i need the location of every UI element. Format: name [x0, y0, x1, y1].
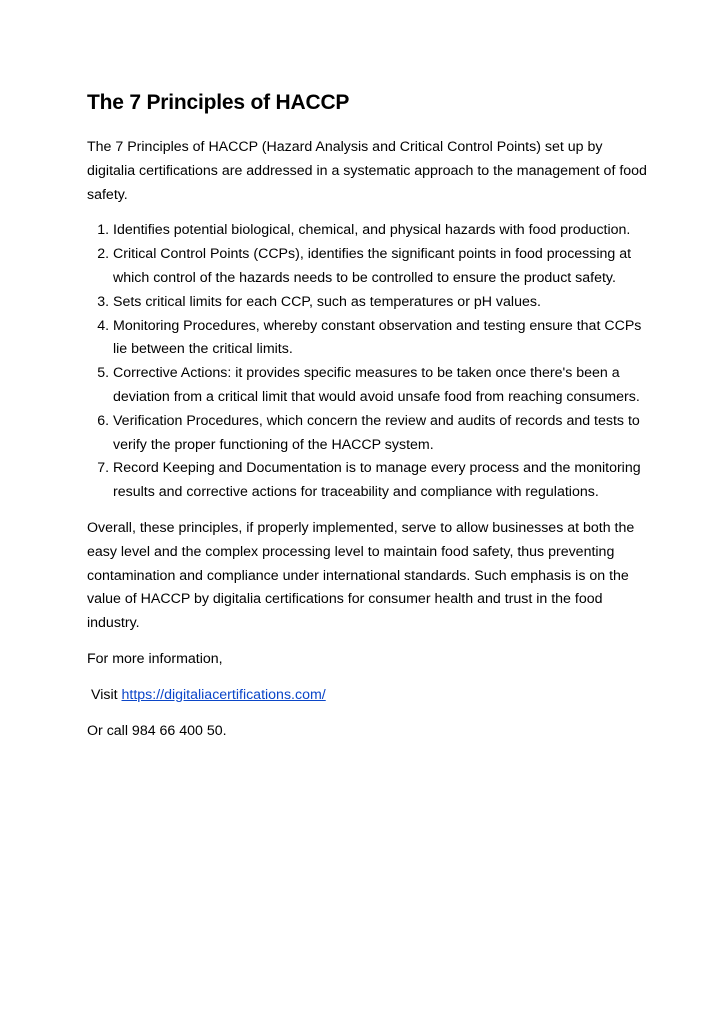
visit-line: [87, 684, 647, 708]
more-info-text: For more information,: [87, 650, 223, 667]
summary-paragraph: Overall, these principles, if properly implemented, serve to allow businesses at both the easy level and the complex processing level to maintain food safety, thus preventing contamination and compliance under international standards. Such emphasis is on the value of HACCP by digitalia certifications for consumer health and trust in the food industry.: [87, 519, 635, 632]
visit-label: Visit: [91, 686, 118, 703]
list-item: 6. Verification Procedures, which concern the review and audits of records and tests to verify the proper functioning of the HACCP system.: [113, 410, 647, 458]
document-title: The 7 Principles of HACCP: [87, 91, 350, 114]
list-item: 3. Sets critical limits for each CCP, such as temperatures or pH values.: [113, 291, 647, 315]
call-text: Or call 984 66 400 50.: [87, 722, 227, 739]
principles-list: [87, 219, 647, 505]
list-item: 5. Corrective Actions: it provides specific measures to be taken once there's been a deviation from a critical limit that would avoid unsafe food from reaching consumers.: [113, 362, 647, 410]
website-link[interactable]: https://digitaliacertifications.com/: [121, 686, 326, 703]
list-item: 4. Monitoring Procedures, whereby constant observation and testing ensure that CCPs lie between the critical limits.: [113, 315, 647, 363]
document-page: [87, 88, 647, 755]
list-item: 2. Critical Control Points (CCPs), identifies the significant points in food processing at which control of the hazards needs to be controlled to ensure the product safety.: [113, 243, 647, 291]
list-item: 1. Identifies potential biological, chemical, and physical hazards with food production.: [113, 219, 647, 243]
list-item: 7. Record Keeping and Documentation is to manage every process and the monitoring results and corrective actions for traceability and compliance with regulations.: [113, 457, 647, 505]
intro-paragraph: The 7 Principles of HACCP (Hazard Analysis and Critical Control Points) set up by digitalia certifications are addressed in a systematic approach to the management of food safety.: [87, 139, 647, 203]
